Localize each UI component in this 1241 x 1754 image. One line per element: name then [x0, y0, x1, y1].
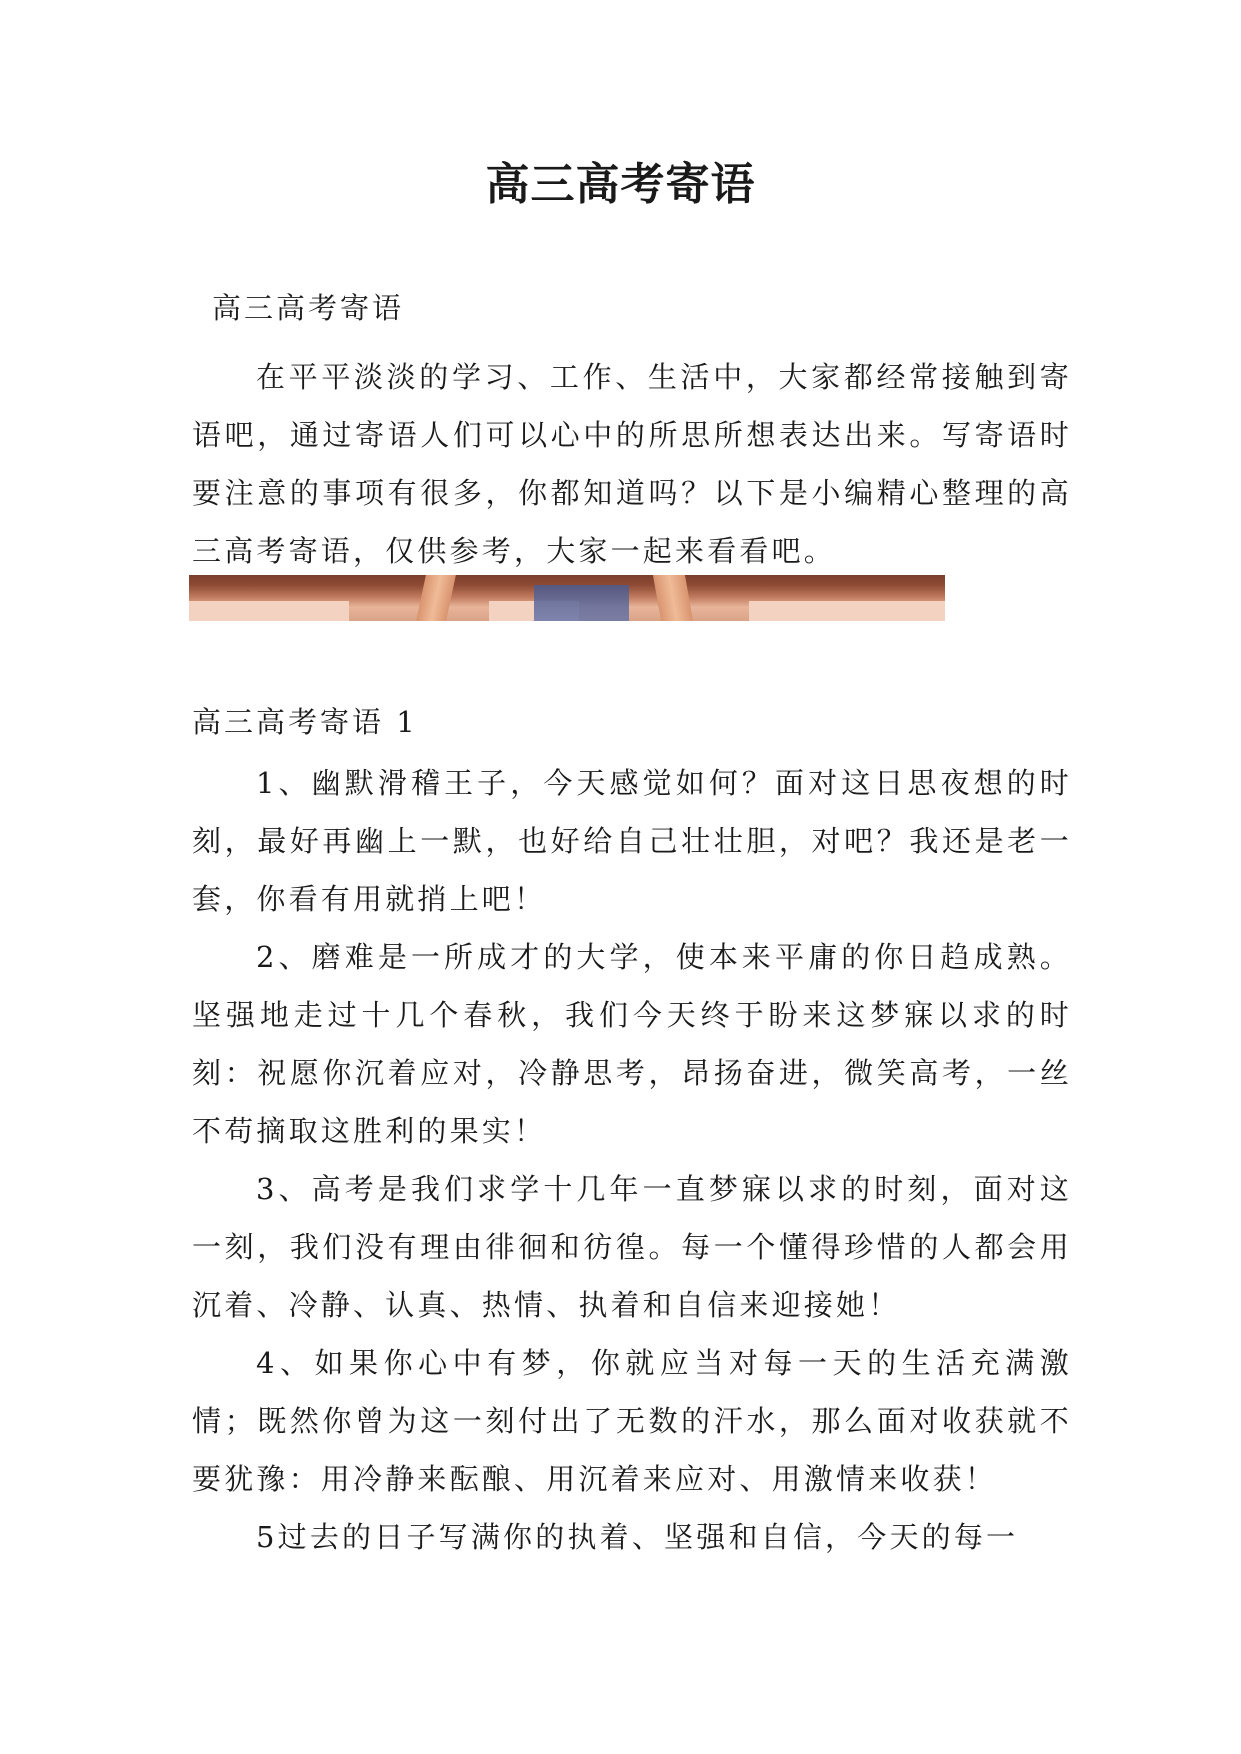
banner-figure [416, 575, 456, 621]
banner-figure [653, 575, 693, 621]
banner-stripe [749, 601, 945, 621]
list-item: 2、磨难是一所成才的大学，使本来平庸的你日趋成熟。坚强地走过十几个春秋，我们今天终于盼来这梦寐以求的时刻：祝愿你沉着应对，冷静思考，昂扬奋进，微笑高考，一丝不苟摘取这胜利的果实！ [192, 940, 1072, 1148]
list-item: 4、如果你心中有梦，你就应当对每一天的生活充满激情；既然你曾为这一刻付出了无数的汗水，那么面对收获就不要犹豫：用冷静来酝酿、用沉着来应对、用激情来收获！ [192, 1346, 1072, 1496]
banner-figure [534, 585, 629, 621]
list-item: 5过去的日子写满你的执着、坚强和自信，今天的每一 [256, 1520, 1019, 1554]
list-item: 3、高考是我们求学十几年一直梦寐以求的时刻，面对这一刻，我们没有理由徘徊和彷徨。每一个懂得珍惜的人都会用沉着、冷静、认真、热情、执着和自信来迎接她！ [192, 1172, 1072, 1322]
list-item: 1、幽默滑稽王子，今天感觉如何？面对这日思夜想的时刻，最好再幽上一默，也好给自己壮壮胆，对吧？我还是老一套，你看有用就捎上吧！ [192, 766, 1072, 916]
section-heading: 高三高考寄语 1 [192, 705, 418, 739]
intro-paragraph: 在平平淡淡的学习、工作、生活中，大家都经常接触到寄语吧，通过寄语人们可以心中的所思所想表达出来。写寄语时要注意的事项有很多，你都知道吗？以下是小编精心整理的高三高考寄语，仅供参考，大家一起来看看吧。 [192, 360, 1072, 568]
banner-image [189, 575, 945, 621]
document-subtitle: 高三高考寄语 [212, 291, 405, 325]
document-title: 高三高考寄语 [485, 159, 756, 210]
banner-stripe [189, 601, 349, 621]
